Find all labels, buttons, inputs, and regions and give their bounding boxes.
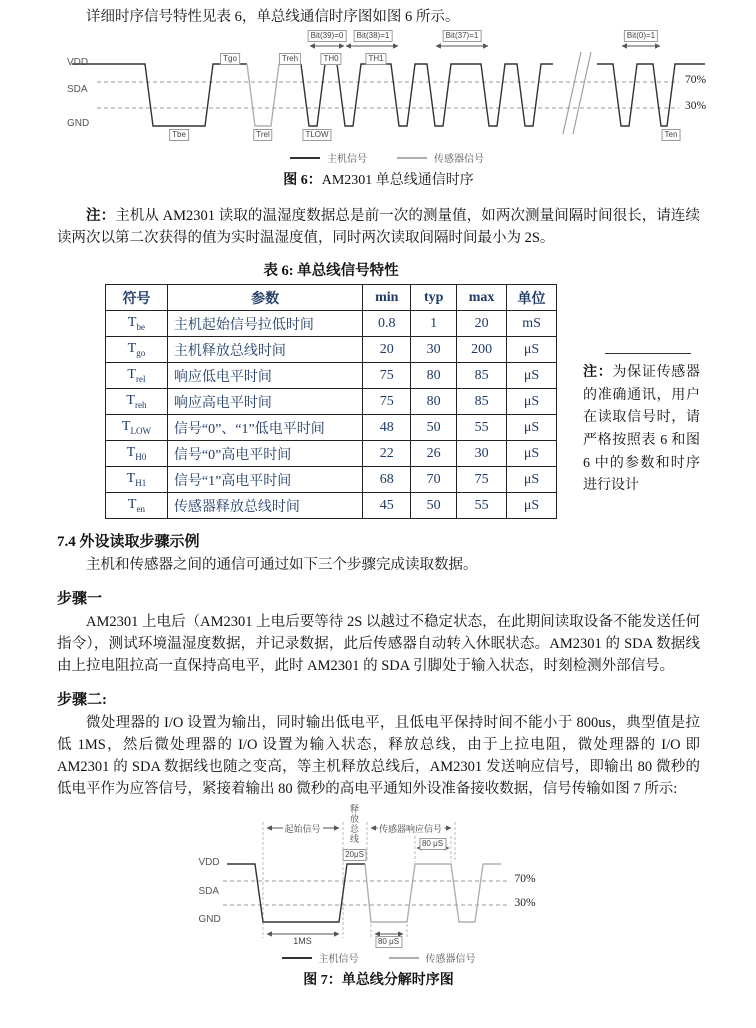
- param-cell: 主机起始信号拉低时间: [167, 311, 362, 337]
- gnd-label: GND: [198, 914, 221, 926]
- symbol-cell: $T_{reh}$: [106, 389, 168, 415]
- table-zone: [105, 253, 700, 519]
- legend-sensor: [389, 950, 476, 965]
- table-row: [106, 415, 557, 441]
- low-80us-label: 80 μS: [375, 936, 402, 948]
- param-cell: 信号“0”高电平时间: [167, 441, 362, 467]
- side-note: [583, 353, 700, 519]
- sensor-signal-line: [247, 64, 301, 126]
- side-note-label: 注：: [583, 365, 613, 381]
- sensor-line-swatch: [389, 957, 419, 959]
- param-cell: 主机释放总线时间: [167, 337, 362, 363]
- step1-heading: 步骤一: [57, 591, 103, 608]
- timing-label-tgo: Tgo: [220, 53, 240, 65]
- legend-host-label: 主机信号: [327, 154, 367, 166]
- table-row: [106, 441, 557, 467]
- min-cell: 22: [363, 441, 411, 467]
- symbol-cell: $T_{H0}$: [106, 441, 168, 467]
- min-cell: 75: [363, 389, 411, 415]
- max-cell: 55: [457, 493, 507, 519]
- figure7-legend: [189, 950, 569, 965]
- legend-sensor-label: 传感器信号: [434, 154, 484, 166]
- typ-cell: 26: [411, 441, 457, 467]
- symbol-cell: $T_{LOW}$: [106, 415, 168, 441]
- param-cell: 信号“1”高电平时间: [167, 467, 362, 493]
- step2-body: 微处理器的 I/O 设置为输出，同时输出低电平，且低电平保持时间不能小于 800us，典型值是拉低 1MS，然后微处理器的 I/O 设置为输入状态，释放总线，由于上拉电阻，微处理器的 I/O 即 AM2301 的 SDA 数据线也随之变高，等主机释放总线后，AM2301 发送响应信号，即输出 80 微秒的低电平作为应答信号，紧接着输出 80 微秒的高电平通知外设准备接收数据，信号传输如图 7 所示:: [57, 715, 700, 798]
- figure7-caption: [57, 969, 700, 989]
- vdd-label: VDD: [67, 57, 89, 69]
- step1-body: AM2301 上电后（AM2301 上电后要等待 2S 以越过不稳定状态，在此期间读取设备不能发送任何指令），测试环境温湿度数据，并记录数据，此后传感器自动转入休眠状态。AM2301 的 SDA 数据线由上拉电阻拉高一直保持高电平，此时 AM2301 的 SDA 引脚处于输入状态，时刻检测外部信号。: [57, 614, 700, 675]
- timing-label-th1: TH1: [365, 53, 386, 65]
- signal-table-head-row: [106, 285, 557, 311]
- unit-cell: μS: [507, 389, 557, 415]
- table-row: [106, 363, 557, 389]
- timing-label-treh: Treh: [279, 53, 301, 65]
- symbol-cell: $T_{H1}$: [106, 467, 168, 493]
- table-block: [105, 253, 557, 519]
- bit-label: Bit(37)=1: [443, 30, 482, 42]
- table-row: [106, 311, 557, 337]
- sensor-line-swatch: [397, 157, 427, 159]
- max-cell: 55: [457, 415, 507, 441]
- max-cell: 30: [457, 441, 507, 467]
- section-heading: 7.4 外设读取步骤示例: [57, 534, 200, 551]
- host-signal-line: [301, 64, 553, 126]
- break-mark: [573, 52, 591, 134]
- unit-cell: μS: [507, 337, 557, 363]
- param-cell: 响应高电平时间: [167, 389, 362, 415]
- sda-label: SDA: [198, 886, 220, 898]
- column-header: 单位: [507, 285, 557, 311]
- max-cell: 20: [457, 311, 507, 337]
- caption-text: 单总线分解时序图: [341, 973, 454, 989]
- sensor-response-annotation: 传感器响应信号: [378, 824, 443, 835]
- symbol-cell: $T_{be}$: [106, 311, 168, 337]
- min-cell: 0.8: [363, 311, 411, 337]
- timing-label-tlow: TLOW: [302, 129, 331, 141]
- host-signal-line: [227, 864, 365, 922]
- legend-host-label: 主机信号: [318, 954, 359, 966]
- figure6-legend: [57, 150, 717, 165]
- figure6-waveform: [57, 30, 717, 148]
- intro-paragraph: 详细时序信号特性见表 6，单总线通信时序图如图 6 所示。: [86, 9, 460, 25]
- level-30-label: 30%: [514, 897, 536, 910]
- unit-cell: mS: [507, 311, 557, 337]
- max-cell: 85: [457, 389, 507, 415]
- timing-label-tbe: Tbe: [169, 129, 189, 141]
- unit-cell: μS: [507, 467, 557, 493]
- typ-cell: 80: [411, 389, 457, 415]
- min-cell: 48: [363, 415, 411, 441]
- typ-cell: 80: [411, 363, 457, 389]
- unit-cell: μS: [507, 415, 557, 441]
- figure7-diagram: [189, 802, 569, 965]
- level-70-label: 70%: [685, 74, 707, 87]
- min-cell: 45: [363, 493, 411, 519]
- bit-label: Bit(39)=0: [308, 30, 347, 42]
- param-cell: 信号“0”、“1”低电平时间: [167, 415, 362, 441]
- high-80us-label: 80 μS: [419, 838, 446, 850]
- unit-cell: μS: [507, 441, 557, 467]
- bit-label: Bit(38)=1: [354, 30, 393, 42]
- release-bus-annotation: 释放总线: [346, 804, 363, 844]
- figure6-diagram: [57, 30, 717, 165]
- column-header: min: [363, 285, 411, 311]
- level-70-label: 70%: [514, 873, 536, 886]
- legend-host: [290, 150, 367, 165]
- vdd-label: VDD: [198, 857, 220, 869]
- break-mark: [563, 52, 581, 134]
- column-header: max: [457, 285, 507, 311]
- sensor-signal-line: [365, 864, 501, 922]
- low-1ms-label: 1MS: [293, 936, 312, 947]
- timing-label-trel: Trel: [253, 129, 272, 141]
- note-label: 注：: [86, 208, 116, 225]
- max-cell: 85: [457, 363, 507, 389]
- typ-cell: 1: [411, 311, 457, 337]
- side-note-rule: [605, 353, 691, 354]
- legend-host: [282, 950, 359, 965]
- column-header: typ: [411, 285, 457, 311]
- note-paragraph: [57, 205, 700, 249]
- column-header: 符号: [106, 285, 168, 311]
- min-cell: 68: [363, 467, 411, 493]
- typ-cell: 50: [411, 493, 457, 519]
- max-cell: 200: [457, 337, 507, 363]
- symbol-cell: $T_{go}$: [106, 337, 168, 363]
- gnd-label: GND: [67, 118, 90, 130]
- table-title: 表 6: 单总线信号特性: [263, 263, 399, 280]
- min-cell: 75: [363, 363, 411, 389]
- host-line-swatch: [290, 157, 320, 159]
- legend-sensor-label: 传感器信号: [425, 954, 476, 966]
- max-cell: 75: [457, 467, 507, 493]
- table-row: [106, 493, 557, 519]
- column-header: 参数: [167, 285, 362, 311]
- symbol-cell: $T_{en}$: [106, 493, 168, 519]
- param-cell: 传感器释放总线时间: [167, 493, 362, 519]
- typ-cell: 30: [411, 337, 457, 363]
- symbol-cell: $T_{rel}$: [106, 363, 168, 389]
- figure6-caption: [57, 169, 700, 189]
- start-signal-annotation: 起始信号: [284, 824, 321, 835]
- host-signal-line: [72, 64, 247, 126]
- signal-table-body: [106, 311, 557, 519]
- side-note-text: 为保证传感器的准确通讯，用户在读取信号时，请严格按照表 6 和图 6 中的参数和时序进行设计: [583, 365, 701, 494]
- typ-cell: 70: [411, 467, 457, 493]
- signal-table: [105, 284, 557, 519]
- section-body: 主机和传感器之间的通信可通过如下三个步骤完成读取数据。: [86, 557, 478, 574]
- unit-cell: μS: [507, 363, 557, 389]
- typ-cell: 50: [411, 415, 457, 441]
- param-cell: 响应低电平时间: [167, 363, 362, 389]
- release-time-label: 20μS: [342, 849, 367, 861]
- note-text: 主机从 AM2301 读取的温湿度数据总是前一次的测量值，如两次测量间隔时间很长，请连续读两次以第二次获得的值为实时温湿度值，同时两次读取间隔时间最小为 2S。: [57, 208, 701, 247]
- table-row: [106, 337, 557, 363]
- table-row: [106, 389, 557, 415]
- caption-text: AM2301 单总线通信时序: [321, 173, 474, 189]
- host-line-swatch: [282, 957, 312, 959]
- caption-label: 图 6：: [283, 173, 322, 189]
- sda-label: SDA: [67, 84, 88, 96]
- legend-sensor: [397, 150, 484, 165]
- timing-label-th0: TH0: [320, 53, 341, 65]
- table-row: [106, 467, 557, 493]
- min-cell: 20: [363, 337, 411, 363]
- bit-label: Bit(0)=1: [624, 30, 658, 42]
- timing-label-ten: Ten: [662, 129, 681, 141]
- caption-label: 图 7：: [303, 973, 342, 989]
- step2-heading: 步骤二:: [57, 692, 107, 709]
- level-30-label: 30%: [685, 100, 707, 113]
- unit-cell: μS: [507, 493, 557, 519]
